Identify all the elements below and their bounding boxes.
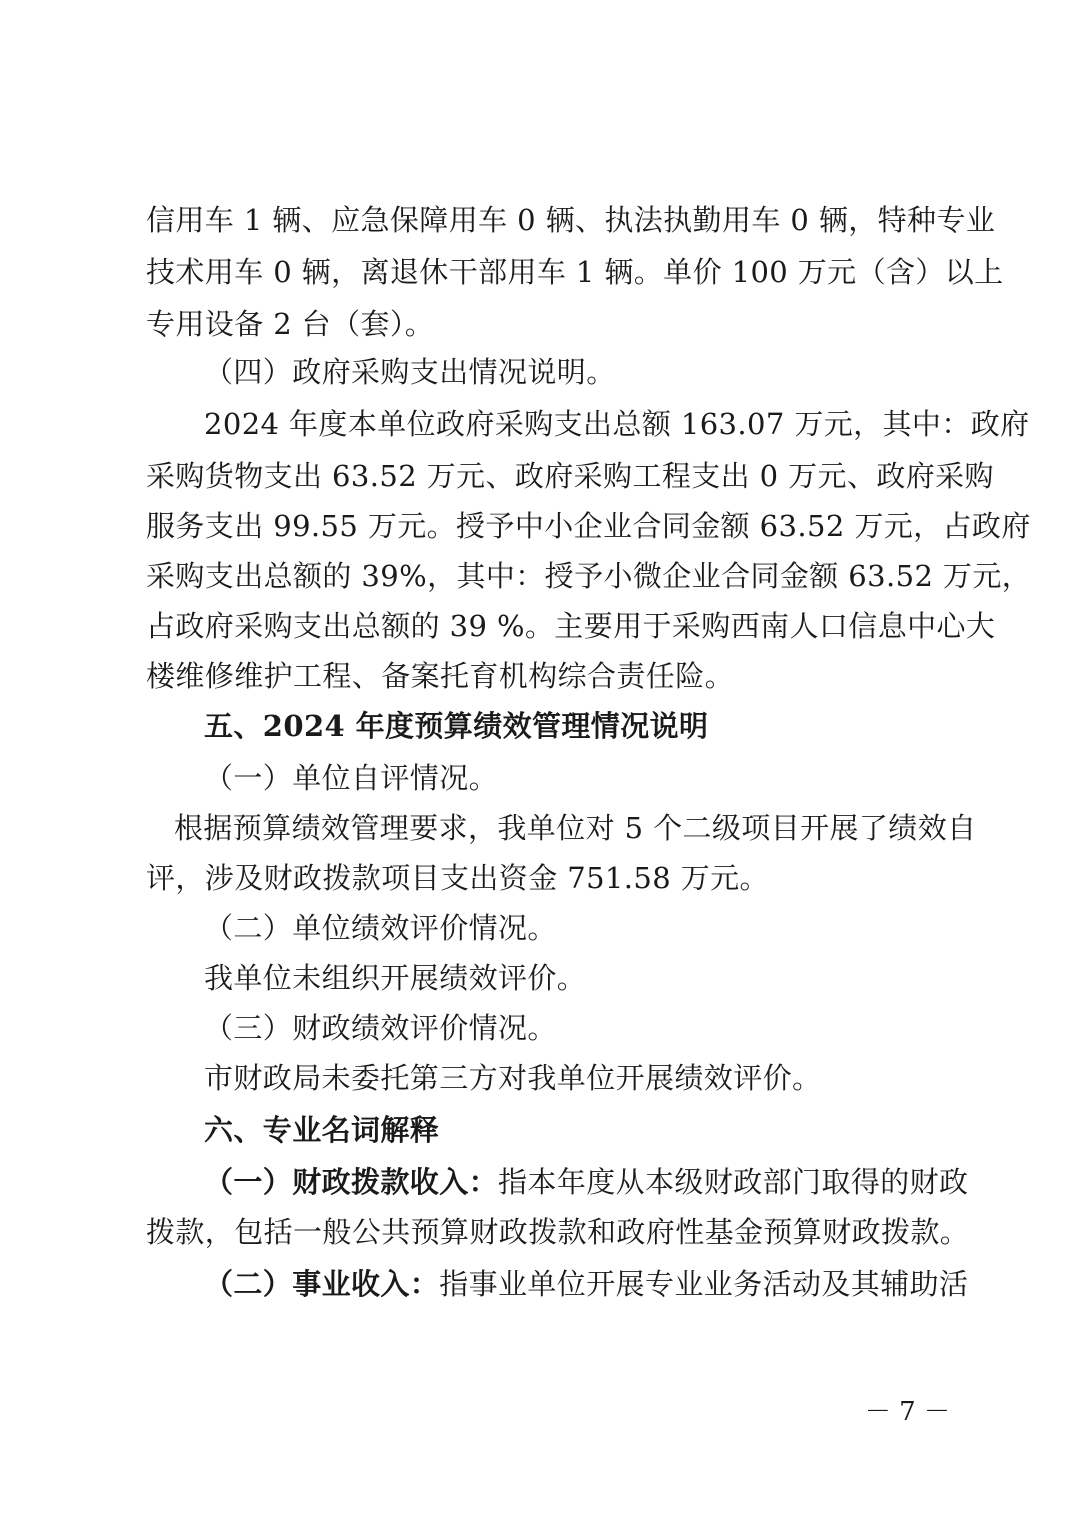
body-line-22: 拨款，包括一般公共预算财政拨款和政府性基金预算财政拨款。 [146,1215,970,1249]
body-line-7: 服务支出 99.55 万元。授予中小企业合同金额 63.52 万元，占政府 [146,509,1031,543]
body-line-2: 技术用车 0 辆，离退休干部用车 1 辆。单价 100 万元（含）以上 [146,255,1004,289]
subsection-heading-4: （四）政府采购支出情况说明。 [204,355,616,389]
term-definition-business-income: 指事业单位开展专业业务活动及其辅助活 [439,1267,969,1301]
section-heading-5: 五、2024 年度预算绩效管理情况说明 [204,709,709,743]
term-label-fiscal-appropriation: （一）财政拨款收入： [204,1165,499,1199]
body-line-13: 根据预算绩效管理要求，我单位对 5 个二级项目开展了绩效自 [174,811,977,845]
term-line-2 [204,1258,969,1310]
body-line-3: 专用设备 2 台（套）。 [146,307,435,341]
term-label-business-income: （二）事业收入： [204,1267,440,1301]
term-definition-fiscal-appropriation: 指本年度从本级财政部门取得的财政 [498,1165,969,1199]
body-line-14: 评，涉及财政拨款项目支出资金 751.58 万元。 [146,861,769,895]
body-line-9: 占政府采购支出总额的 39 %。主要用于采购西南人口信息中心大 [146,609,996,643]
body-line-1: 信用车 1 辆、应急保障用车 0 辆、执法执勤用车 0 辆，特种专业 [146,203,996,237]
subsection-heading-5-3: （三）财政绩效评价情况。 [204,1011,557,1045]
body-line-6: 采购货物支出 63.52 万元、政府采购工程支出 0 万元、政府采购 [146,459,994,493]
subsection-heading-5-2: （二）单位绩效评价情况。 [204,911,557,945]
term-line-1 [204,1156,969,1208]
subsection-heading-5-1: （一）单位自评情况。 [204,761,499,795]
section-heading-6: 六、专业名词解释 [204,1113,440,1147]
body-line-18: 市财政局未委托第三方对我单位开展绩效评价。 [204,1061,822,1095]
body-line-5: 2024 年度本单位政府采购支出总额 163.07 万元，其中：政府 [204,407,1030,441]
page-number: － 7 － [864,1397,950,1427]
body-line-16: 我单位未组织开展绩效评价。 [204,961,587,995]
body-line-8: 采购支出总额的 39%，其中：授予小微企业合同金额 63.52 万元， [146,559,1032,593]
body-line-10: 楼维修维护工程、备案托育机构综合责任险。 [146,659,735,693]
